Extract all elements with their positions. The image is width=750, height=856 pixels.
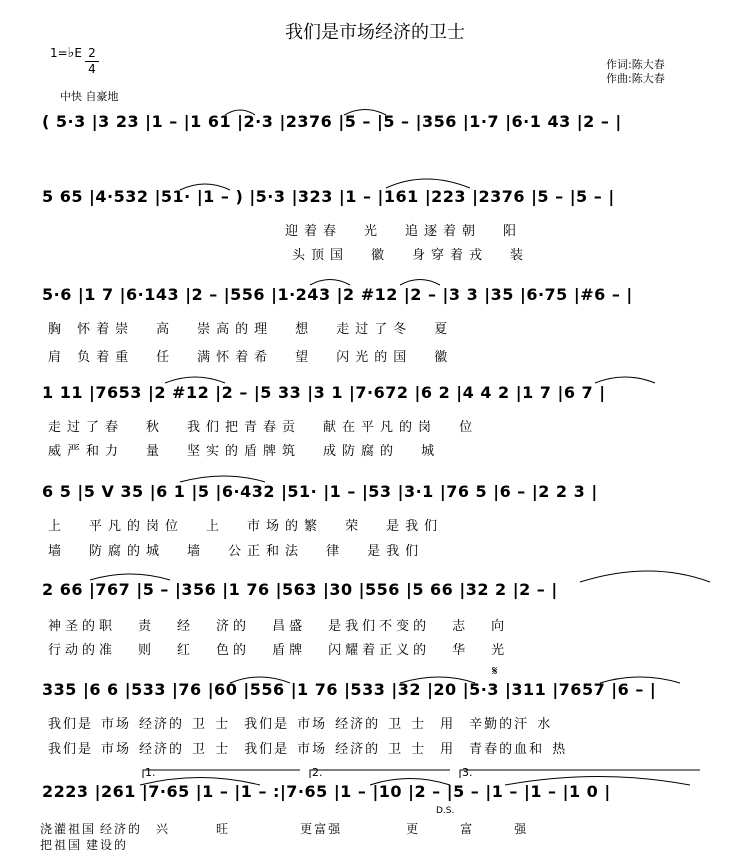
- lyric-segment: 用: [440, 742, 456, 757]
- lyrics-verse-1: [48, 515, 465, 534]
- lyrics-verse-1: [48, 416, 500, 435]
- lyric-segment: 经: [177, 619, 195, 634]
- lyric-segment: 市场: [101, 742, 132, 757]
- lyric-segment: 走过了冬: [336, 322, 413, 337]
- lyric-segment: 经济的: [335, 742, 381, 757]
- lyric-segment: 城: [421, 444, 441, 459]
- lyric-segment: 位: [459, 420, 479, 435]
- lyric-segment: 走过了春: [48, 420, 125, 435]
- lyric-segment: 我们是: [48, 717, 94, 732]
- lyric-segment: 身穿着戎: [412, 248, 489, 263]
- lyric-segment: 经济的: [139, 717, 185, 732]
- lyrics-verse-2: [48, 738, 567, 757]
- lyric-segment: 献在平凡的岗: [323, 420, 438, 435]
- lyric-segment: 水: [537, 717, 553, 732]
- lyrics-verse-1: [48, 615, 530, 634]
- lyric-segment: 市场的繁: [247, 519, 324, 534]
- lyric-segment: 卫: [192, 717, 208, 732]
- lyric-segment: 任: [156, 350, 176, 365]
- dal-segno-mark: D.S.: [436, 806, 455, 816]
- lyric-segment: 更: [406, 822, 421, 836]
- lyric-segment: 士: [411, 717, 427, 732]
- lyric-segment: 卫: [388, 742, 404, 757]
- score-row-7: [42, 680, 708, 708]
- score-row-5: [42, 482, 708, 510]
- lyric-segment: 昌盛: [272, 619, 307, 634]
- lyric-segment: 色的: [216, 643, 251, 658]
- lyric-segment: 经济的: [335, 717, 381, 732]
- lyric-segment: 坚实的盾牌筑: [187, 444, 302, 459]
- lyric-segment: 神圣的职: [48, 619, 117, 634]
- lyric-segment: 防腐的城: [89, 544, 166, 559]
- lyric-segment: 浇灌祖国: [40, 822, 97, 836]
- lyrics-verse-2: [48, 440, 462, 459]
- score-row-8: [42, 782, 708, 810]
- lyric-segment: 济的: [216, 619, 251, 634]
- lyric-segment: 成防腐的: [323, 444, 400, 459]
- lyric-segment: 满怀着希: [197, 350, 274, 365]
- lyric-segment: 想: [295, 322, 315, 337]
- composer: 作曲:陈大春: [606, 72, 665, 85]
- lyric-segment: 是我们: [386, 519, 444, 534]
- credits: [606, 58, 665, 86]
- lyric-segment: 公正和法: [228, 544, 305, 559]
- key-prefix: 1=: [50, 46, 68, 60]
- notation-line: 1 11 |7653 |2 #12 |2 – |5 33 |3 1 |7·672 |6 2 |4 4 2 |1 7 |6 7 |: [42, 383, 606, 402]
- key-signature: [50, 46, 82, 60]
- segno-icon: 𝄋: [492, 664, 498, 679]
- lyric-segment: 律: [326, 544, 346, 559]
- lyric-segment: 经济的: [100, 822, 143, 836]
- lyric-segment: 富: [460, 822, 475, 836]
- lyrics-verse-2: [40, 836, 128, 853]
- lyric-segment: 闪光的国: [336, 350, 413, 365]
- time-top: 2: [88, 46, 96, 60]
- lyric-segment: 平凡的岗位: [89, 519, 185, 534]
- lyric-segment: 光: [491, 643, 509, 658]
- notation-line: ( 5·3 |3 23 |1 – |1 61 |2·3 |2376 |5 – |5 – |356 |1·7 |6·1 43 |2 – |: [42, 112, 622, 131]
- lyric-segment: 青春的血和: [469, 742, 545, 757]
- lyric-segment: 市场: [297, 742, 328, 757]
- ending-3-mark: 3.: [462, 766, 473, 779]
- lyric-segment: 我们把青春贡: [187, 420, 302, 435]
- lyric-segment: 兴: [156, 822, 171, 836]
- lyrics-verse-1: [48, 318, 475, 337]
- lyric-segment: 墙: [48, 544, 68, 559]
- lyric-segment: 高: [156, 322, 176, 337]
- lyric-segment: 追逐着朝: [405, 224, 482, 239]
- lyric-segment: 墙: [187, 544, 207, 559]
- lyric-segment: 盾牌: [272, 643, 307, 658]
- score-row-4: [42, 383, 708, 411]
- lyric-segment: 士: [215, 742, 231, 757]
- lyric-segment: 华: [452, 643, 470, 658]
- notation-line: 5·6 |1 7 |6·143 |2 – |556 |1·243 |2 #12 |2 – |3 3 |35 |6·75 |#6 – |: [42, 285, 633, 304]
- lyric-segment: 上: [206, 519, 226, 534]
- lyric-segment: 装: [510, 248, 530, 263]
- lyric-segment: 头顶国: [292, 248, 350, 263]
- lyric-segment: 是我们不变的: [328, 619, 431, 634]
- lyric-segment: 秋: [146, 420, 166, 435]
- lyric-segment: 志: [452, 619, 470, 634]
- lyric-segment: 市场: [101, 717, 132, 732]
- lyric-segment: 士: [411, 742, 427, 757]
- lyric-segment: 经济的: [139, 742, 185, 757]
- ending-1-mark: 1.: [145, 766, 156, 779]
- lyrics-verse-2: [48, 540, 446, 559]
- lyric-segment: 迎着春: [285, 224, 343, 239]
- lyric-segment: 责: [138, 619, 156, 634]
- lyric-segment: 望: [295, 350, 315, 365]
- lyric-segment: 我们是: [244, 717, 290, 732]
- lyricist: 作词:陈大春: [606, 58, 665, 71]
- lyric-segment: 肩 负着重: [48, 350, 135, 365]
- lyric-segment: 上: [48, 519, 68, 534]
- lyric-segment: 徽: [434, 350, 454, 365]
- lyric-segment: 威严和力: [48, 444, 125, 459]
- lyric-segment: 卫: [388, 717, 404, 732]
- lyric-segment: 卫: [192, 742, 208, 757]
- lyric-segment: 建设的: [86, 838, 129, 852]
- key-note: E: [74, 46, 82, 60]
- lyric-segment: 行动的准: [48, 643, 117, 658]
- notation-line: 6 5 |5 V 35 |6 1 |5 |6·432 |51· |1 – |53 |3·1 |76 5 |6 – |2 2 3 |: [42, 482, 598, 501]
- lyrics-verse-2: [48, 639, 530, 658]
- notation-line: 5 65 |4·532 |51· |1 – ) |5·3 |323 |1 – |161 |223 |2376 |5 – |5 – |: [42, 187, 615, 206]
- lyric-segment: 旺: [216, 822, 231, 836]
- score-row-2: [42, 187, 708, 215]
- lyric-segment: 热: [552, 742, 568, 757]
- lyric-segment: 更富强: [300, 822, 343, 836]
- lyric-segment: 我们是: [244, 742, 290, 757]
- lyric-segment: 光: [364, 224, 384, 239]
- notation-line: 2223 |261 |7·65 |1 – |1 – :|7·65 |1 – |10 |2 – |5 – |1 – |1 – |1 0 |: [42, 782, 611, 801]
- lyric-segment: 辛勤的汗: [469, 717, 530, 732]
- lyric-segment: 崇高的理: [197, 322, 274, 337]
- lyric-segment: 闪耀着正义的: [328, 643, 431, 658]
- lyric-segment: 夏: [434, 322, 454, 337]
- lyric-segment: 把祖国: [40, 838, 83, 852]
- lyric-segment: 市场: [297, 717, 328, 732]
- lyric-segment: 强: [514, 822, 529, 836]
- lyric-segment: 我们是: [48, 742, 94, 757]
- song-title: 我们是市场经济的卫士: [285, 22, 465, 43]
- lyrics-verse-1: [48, 713, 552, 732]
- lyric-segment: 阳: [503, 224, 523, 239]
- notation-line: 335 |6 6 |533 |76 |60 |556 |1 76 |533 |32 |20 |5·3 |311 |7657 |6 – |: [42, 680, 657, 699]
- lyrics-verse-1: [285, 220, 544, 239]
- notation-line: 2 66 |767 |5 – |356 |1 76 |563 |30 |556 |5 66 |32 2 |2 – |: [42, 580, 558, 599]
- tempo-marking: 中快 自豪地: [60, 90, 119, 103]
- time-bottom: 4: [88, 62, 96, 76]
- score-row-1: [42, 112, 708, 140]
- ending-2-mark: 2.: [312, 766, 323, 779]
- lyrics-verse-2: [292, 244, 551, 263]
- lyric-segment: 是我们: [367, 544, 425, 559]
- flat-icon: ♭: [67, 45, 75, 61]
- lyrics-verse-1: [40, 820, 528, 837]
- lyric-segment: 量: [146, 444, 166, 459]
- lyric-segment: 荣: [345, 519, 365, 534]
- lyric-segment: 徽: [371, 248, 391, 263]
- score-row-3: [42, 285, 708, 313]
- time-signature: [85, 46, 99, 77]
- lyric-segment: 则: [138, 643, 156, 658]
- lyrics-verse-2: [48, 346, 475, 365]
- lyric-segment: 用: [440, 717, 456, 732]
- score-row-6: [42, 580, 708, 608]
- lyric-segment: 士: [215, 717, 231, 732]
- lyric-segment: 向: [491, 619, 509, 634]
- lyric-segment: 胸 怀着崇: [48, 322, 135, 337]
- lyric-segment: 红: [177, 643, 195, 658]
